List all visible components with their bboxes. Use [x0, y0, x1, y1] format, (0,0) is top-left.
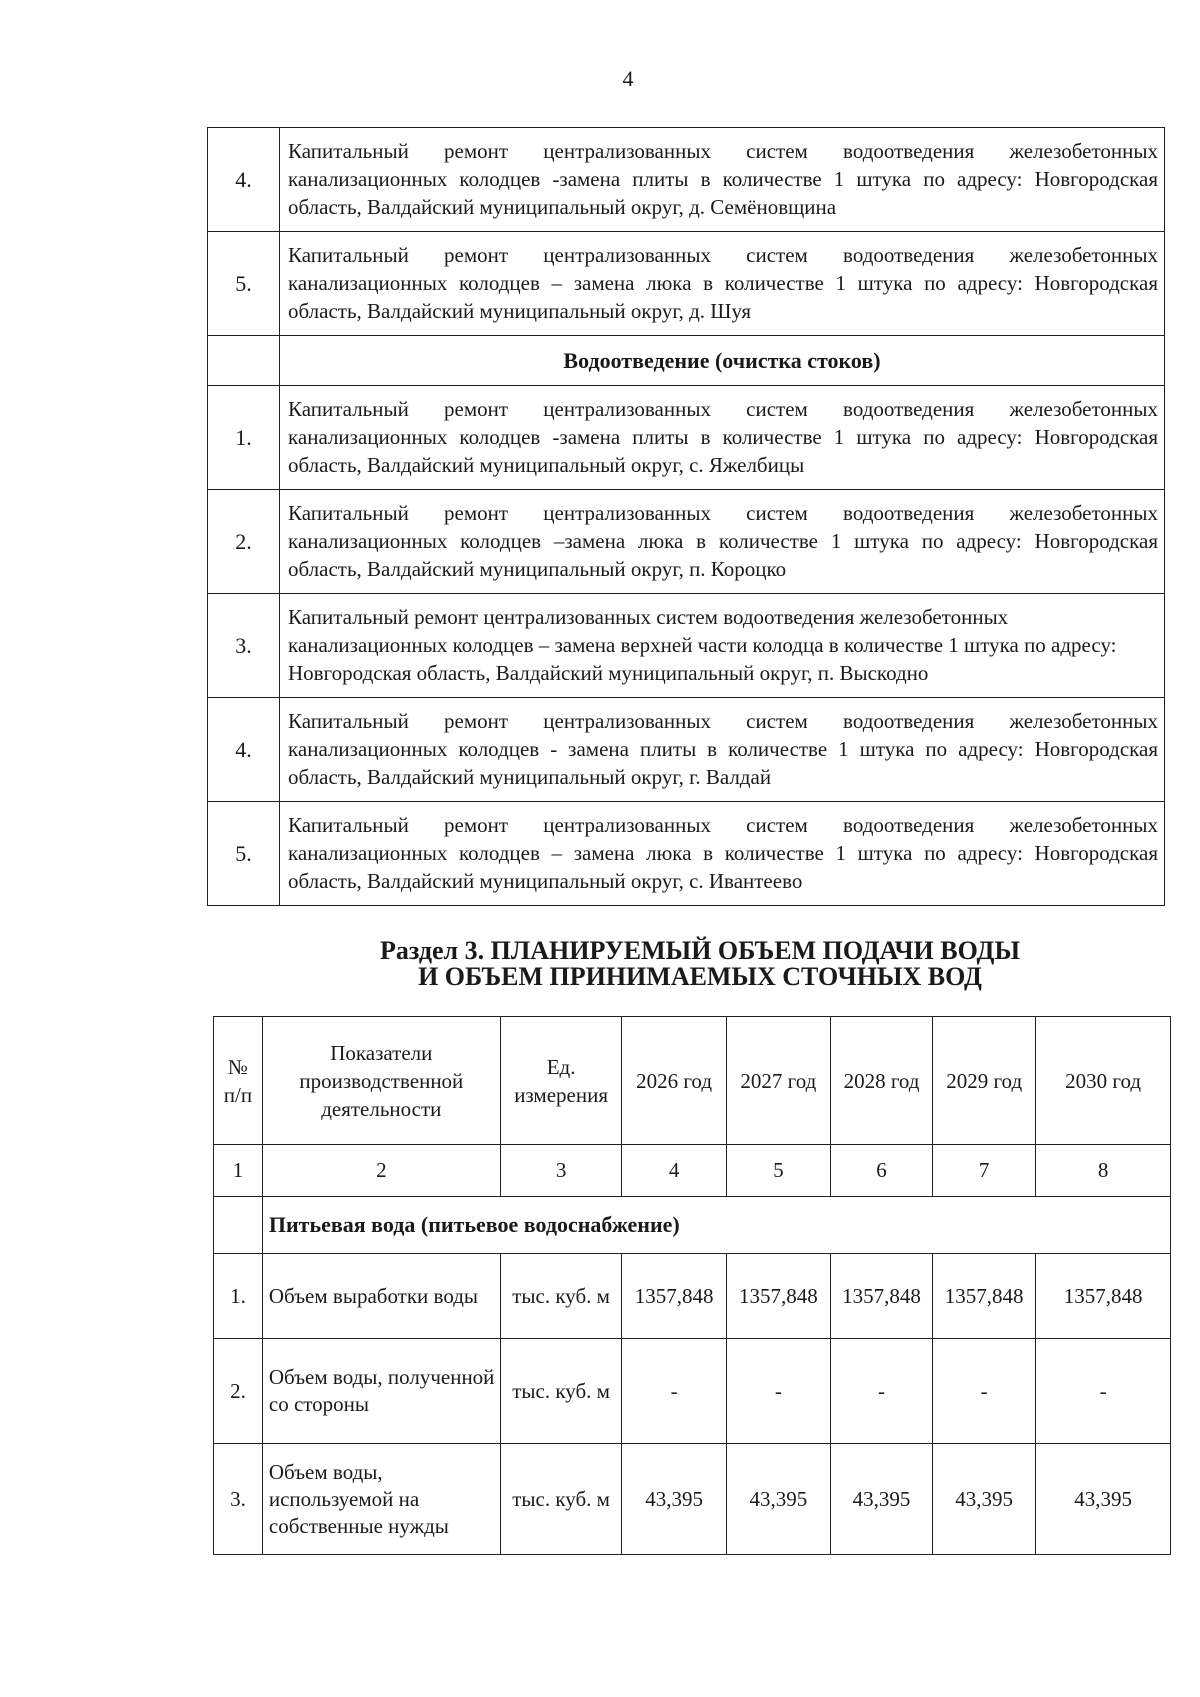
value-cell: 1357,848 [933, 1254, 1036, 1339]
row-number: 5. [208, 232, 280, 336]
value-cell: - [933, 1339, 1036, 1444]
value-cell: 43,395 [1036, 1444, 1171, 1555]
header-year: 2028 год [830, 1017, 932, 1145]
work-description: Капитальный ремонт централизованных систем водоотведения железобетонных канализационных колодцев – замена люка в количестве 1 штука по адресу: Новгородская область, Валдайский муниципальный округ, с. Ивантеево [280, 802, 1165, 906]
header-row [214, 1017, 1171, 1145]
column-number: 7 [933, 1145, 1036, 1197]
empty-cell [214, 1197, 263, 1254]
value-cell: 43,395 [622, 1444, 726, 1555]
page-number: 4 [622, 66, 634, 91]
row-number: 4. [208, 698, 280, 802]
value-cell: 43,395 [830, 1444, 932, 1555]
section-title [0, 938, 1200, 990]
value-cell: - [1036, 1339, 1171, 1444]
unit-cell: тыс. куб. м [500, 1339, 622, 1444]
row-number: 2. [214, 1339, 263, 1444]
value-cell: 43,395 [933, 1444, 1036, 1555]
value-cell: 1357,848 [1036, 1254, 1171, 1339]
row-number: 3. [214, 1444, 263, 1555]
empty-cell [208, 336, 280, 386]
unit-cell: тыс. куб. м [500, 1254, 622, 1339]
work-description: Капитальный ремонт централизованных систем водоотведения железобетонных канализационных колодцев – замена верхней части колодца в количестве 1 штука по адресу: Новгородская область, Валдайский муниципальный округ, п. Выскодно [280, 594, 1165, 698]
table-row [208, 594, 1165, 698]
header-year: 2026 год [622, 1017, 726, 1145]
work-description: Капитальный ремонт централизованных систем водоотведения железобетонных канализационных колодцев - замена плиты в количестве 1 штука по адресу: Новгородская область, Валдайский муниципальный округ, г. Валдай [280, 698, 1165, 802]
row-number: 3. [208, 594, 280, 698]
header-year: 2029 год [933, 1017, 1036, 1145]
section-title-line: И ОБЪЕМ ПРИНИМАЕМЫХ СТОЧНЫХ ВОД [418, 962, 982, 991]
header-year: 2030 год [1036, 1017, 1171, 1145]
table-row [208, 128, 1165, 232]
header-num: № п/п [214, 1017, 263, 1145]
table-row [208, 490, 1165, 594]
work-description: Капитальный ремонт централизованных систем водоотведения железобетонных канализационных колодцев –замена люка в количестве 1 штука по адресу: Новгородская область, Валдайский муниципальный округ, п. Короцко [280, 490, 1165, 594]
table-row [208, 802, 1165, 906]
table-row [208, 386, 1165, 490]
column-number: 5 [726, 1145, 830, 1197]
column-number: 2 [262, 1145, 500, 1197]
column-number: 8 [1036, 1145, 1171, 1197]
row-number: 1. [214, 1254, 263, 1339]
table-row [214, 1254, 1171, 1339]
value-cell: - [726, 1339, 830, 1444]
section-row [208, 336, 1165, 386]
column-number: 4 [622, 1145, 726, 1197]
header-unit: Ед. измерения [500, 1017, 622, 1145]
work-description: Капитальный ремонт централизованных систем водоотведения железобетонных канализационных колодцев – замена люка в количестве 1 штука по адресу: Новгородская область, Валдайский муниципальный округ, д. Шуя [280, 232, 1165, 336]
indicator-label: Объем воды, используемой на собственные нужды [262, 1444, 500, 1555]
volume-table [213, 1016, 1171, 1555]
column-number: 3 [500, 1145, 622, 1197]
column-number: 6 [830, 1145, 932, 1197]
column-number: 1 [214, 1145, 263, 1197]
section-title-line: Раздел 3. ПЛАНИРУЕМЫЙ ОБЪЕМ ПОДАЧИ ВОДЫ [380, 936, 1020, 965]
section-heading: Водоотведение (очистка стоков) [280, 336, 1165, 386]
indicator-label: Объем выработки воды [262, 1254, 500, 1339]
row-number: 5. [208, 802, 280, 906]
work-description: Капитальный ремонт централизованных систем водоотведения железобетонных канализационных колодцев -замена плиты в количестве 1 штука по адресу: Новгородская область, Валдайский муниципальный округ, д. Семёновщина [280, 128, 1165, 232]
group-row [214, 1197, 1171, 1254]
row-number: 4. [208, 128, 280, 232]
value-cell: 1357,848 [726, 1254, 830, 1339]
work-description: Капитальный ремонт централизованных систем водоотведения железобетонных канализационных колодцев -замена плиты в количестве 1 штука по адресу: Новгородская область, Валдайский муниципальный округ, с. Яжелбицы [280, 386, 1165, 490]
table-row [208, 232, 1165, 336]
value-cell: 1357,848 [830, 1254, 932, 1339]
table-row [214, 1339, 1171, 1444]
table-row [214, 1444, 1171, 1555]
value-cell: - [830, 1339, 932, 1444]
row-number: 2. [208, 490, 280, 594]
works-table [207, 127, 1165, 906]
header-indicator: Показатели производственной деятельности [262, 1017, 500, 1145]
value-cell: - [622, 1339, 726, 1444]
column-numbers-row [214, 1145, 1171, 1197]
header-year: 2027 год [726, 1017, 830, 1145]
group-heading: Питьевая вода (питьевое водоснабжение) [262, 1197, 1170, 1254]
table-row [208, 698, 1165, 802]
value-cell: 1357,848 [622, 1254, 726, 1339]
unit-cell: тыс. куб. м [500, 1444, 622, 1555]
indicator-label: Объем воды, полученной со стороны [262, 1339, 500, 1444]
value-cell: 43,395 [726, 1444, 830, 1555]
row-number: 1. [208, 386, 280, 490]
